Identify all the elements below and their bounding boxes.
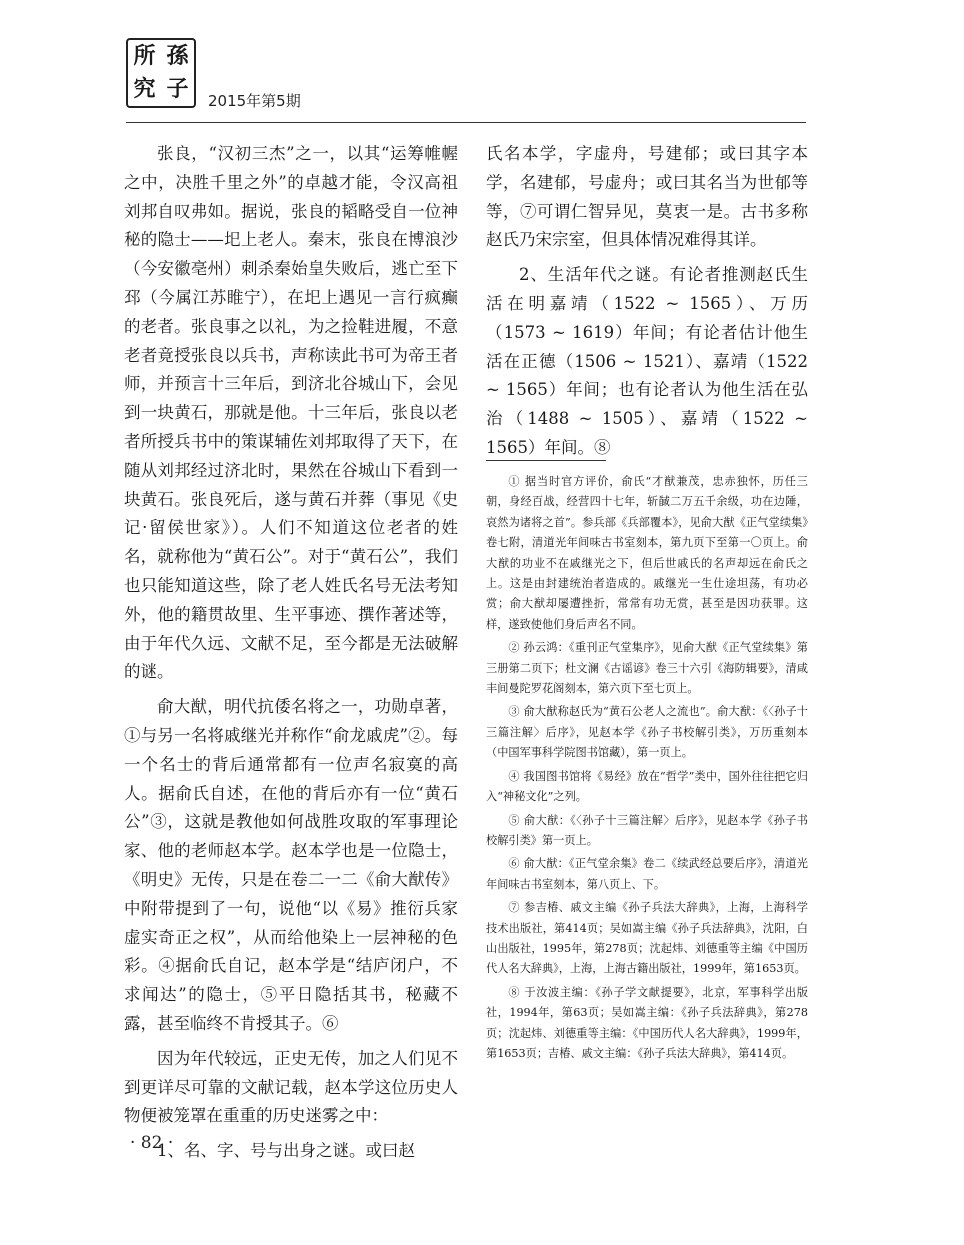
footnotes [486,472,808,1067]
page-header [126,38,806,120]
paragraph: 张良，“汉初三杰”之一，以其“运筹帷幄之中，决胜千里之外”的卓越才能，令汉高祖刘邦自叹弗如。据说，张良的韬略受自一位神秘的隐士——圯上老人。秦末，张良在博浪沙（今安徽亳州）刺杀秦始皇失败后，逃亡至下邳（今属江苏睢宁），在圯上遇见一言行疯癫的老者。张良事之以礼，为之捡鞋进履，不意老者竟授张良以兵书，声称读此书可为帝王者师，并预言十三年后，到济北谷城山下，会见到一块黄石，那就是他。十三年后，张良以老者所授兵书中的策谋辅佐刘邦取得了天下，在随从刘邦经过济北时，果然在谷城山下看到一块黄石。张良死后，遂与黄石并葬（事见《史记·留侯世家》）。人们不知道这位老者的姓名，就称他为“黄石公”。对于“黄石公”，我们也只能知道这些，除了老人姓氏名号无法考知外，他的籍贯故里、生平事迹、撰作著述等，由于年代久远、文献不足，至今都是无法破解的谜。 [124,144,458,682]
issue-label: 2015年第5期 [208,92,301,110]
footnote: ⑤ 俞大猷：《〈孙子十三篇注解〉后序》，见赵本学《孙子书校解引类》第一页上。 [486,813,808,847]
logo-char: 孫 [166,43,189,69]
paragraph: 1、名、字、号与出身之谜。或曰赵 [157,1141,415,1161]
right-column [486,140,808,469]
footnote: ④ 我国图书馆将《易经》放在“哲学”类中，国外往往把它归入“神秘文化”之列。 [486,769,808,804]
paragraph: 2、生活年代之谜。有论者推测赵氏生活在明嘉靖（1522 ~ 1565）、万历（1573 ~ 1619）年间；有论者估计他生活在正德（1506 ~ 1521）、嘉靖（1522 ~ 1565）年间；也有论者认为他生活在弘治（1488 ~ 1505）、嘉靖（1522 ~ 1565）年间。⑧ [486,265,808,457]
logo-char: 所 [133,43,156,69]
footnote: ② 孙云鸿：《重刊正气堂集序》，见俞大猷《正气堂续集》第三册第二页下；杜文澜《古谣谚》卷三十六引《海防辑要》，清咸丰间曼陀罗花阁刻本，第六页下至七页上。 [486,641,808,696]
footnote: ① 据当时官方评价，俞氏“才猷兼茂，忠赤独怀，历任三朝，身经百战，经营四十七年，斩馘二万五千余级，功在边陲，哀然为诸将之首”。参兵部《兵部覆本》，见俞大猷《正气堂续集》卷七附，清道光年间味古书室刻本，第九页下至第一〇页上。俞大猷的功业不在戚继光之下，但后世戚氏的名声却远在俞氏之上。这是由封建统治者造成的。戚继光一生仕途坦荡，有功必赏；俞大猷却屡遭挫折，常常有功无赏，甚至是因功获罪。这样，遂致使他们身后声名不同。 [486,475,808,631]
journal-logo [126,38,196,108]
footnote: ⑥ 俞大猷：《正气堂余集》卷二《续武经总要后序》，清道光年间味古书室刻本，第八页上、下。 [486,857,808,891]
header-rule [126,122,806,123]
paragraph: 因为年代较远，正史无传，加之人们见不到更详尽可靠的文献记载，赵本学这位历史人物便被笼罩在重重的历史迷雾之中： [124,1048,458,1126]
paragraph: 俞大猷，明代抗倭名将之一，功勋卓著，①与另一名将戚继光并称作“俞龙戚虎”②。每一个名士的背后通常都有一位声名寂寞的高人。据俞氏自述，在他的背后亦有一位“黄石公”③，这就是教他如何战胜攻取的军事理论家、他的老师赵本学。赵本学也是一位隐士，《明史》无传，只是在卷二一二《俞大猷传》中附带提到了一句，说他“以《易》推衍兵家虚实奇正之权”，从而给他染上一层神秘的色彩。④据俞氏自记，赵本学是“结庐闭户，不求闻达”的隐士，⑤平日隐括其书，秘藏不露，甚至临终不肯授其子。⑥ [124,697,458,1033]
logo-char: 究 [133,76,156,102]
footnote: ⑧ 于汝波主编：《孙子学文献提要》，北京，军事科学出版社，1994年，第63页；吴如嵩主编：《孙子兵法辞典》，第278页；沈起炜、刘德重等主编：《中国历代人名大辞典》，1999年，第1653页；吉椿、戚文主编：《孙子兵法大辞典》，第414页。 [486,985,808,1060]
logo-char: 子 [166,76,189,102]
footnote: ⑦ 参吉椿、戚文主编《孙子兵法大辞典》，上海，上海科学技术出版社，第414页；吴如嵩主编《孙子兵法辞典》，沈阳，白山出版社，1995年，第278页；沈起炜、刘德重等主编《中国历代人名大辞典》，上海，上海古籍出版社，1999年，第1653页。 [486,901,808,976]
paragraph: 氏名本学，字虚舟，号建郁；或曰其字本学，名建郁，号虚舟；或曰其名当为世郁等等，⑦可谓仁智异见，莫衷一是。古书多称赵氏乃宋宗室，但具体情况难得其详。 [486,144,808,250]
footnote-rule [486,460,606,461]
page-number: · 82 · [130,1133,174,1153]
footnote: ③ 俞大猷称赵氏为“黄石公老人之流也”。俞大猷：《〈孙子十三篇注解〉后序》，见赵本学《孙子书校解引类》，万历重刻本（中国军事科学院图书馆藏），第一页上。 [486,705,808,760]
